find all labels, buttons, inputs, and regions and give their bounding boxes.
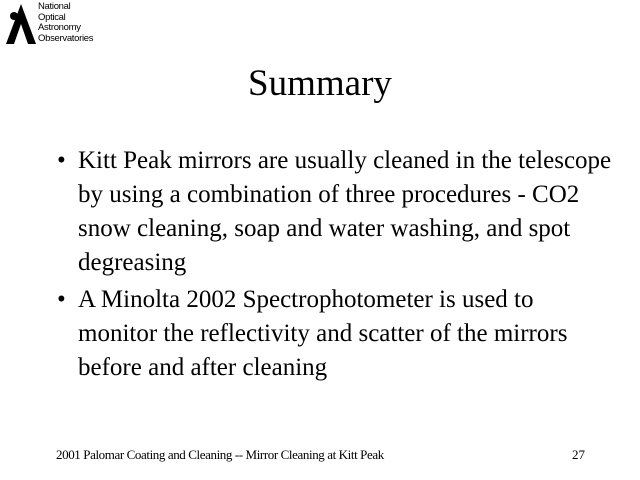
logo-line-optical: Optical — [38, 11, 66, 23]
bullet-list — [52, 144, 612, 388]
slide-title: Summary — [248, 63, 392, 104]
bullet-marker: • — [57, 286, 66, 313]
noao-logo-icon — [4, 2, 40, 46]
logo-line-observatories: Observatories — [38, 32, 94, 44]
logo-text — [38, 2, 93, 44]
noao-logo — [4, 2, 104, 48]
logo-line-astronomy: Astronomy — [38, 22, 81, 33]
footer-caption: 2001 Palomar Coating and Cleaning -- Mirror Cleaning at Kitt Peak — [56, 447, 384, 462]
page-number: 27 — [572, 447, 585, 462]
bullet-text: Kitt Peak mirrors are usually cleaned in the telescope by using a combination of three procedures - CO2 snow cleaning, soap and water washing, and spot degreasing — [78, 147, 612, 276]
logo-line-national: National — [38, 1, 71, 12]
bullet-item — [52, 283, 612, 385]
bullet-text: A Minolta 2002 Spectrophotometer is used to monitor the reflectivity and scatter of the mirrors before and after cleaning — [78, 286, 568, 381]
bullet-item — [52, 144, 612, 280]
bullet-marker: • — [57, 147, 66, 174]
